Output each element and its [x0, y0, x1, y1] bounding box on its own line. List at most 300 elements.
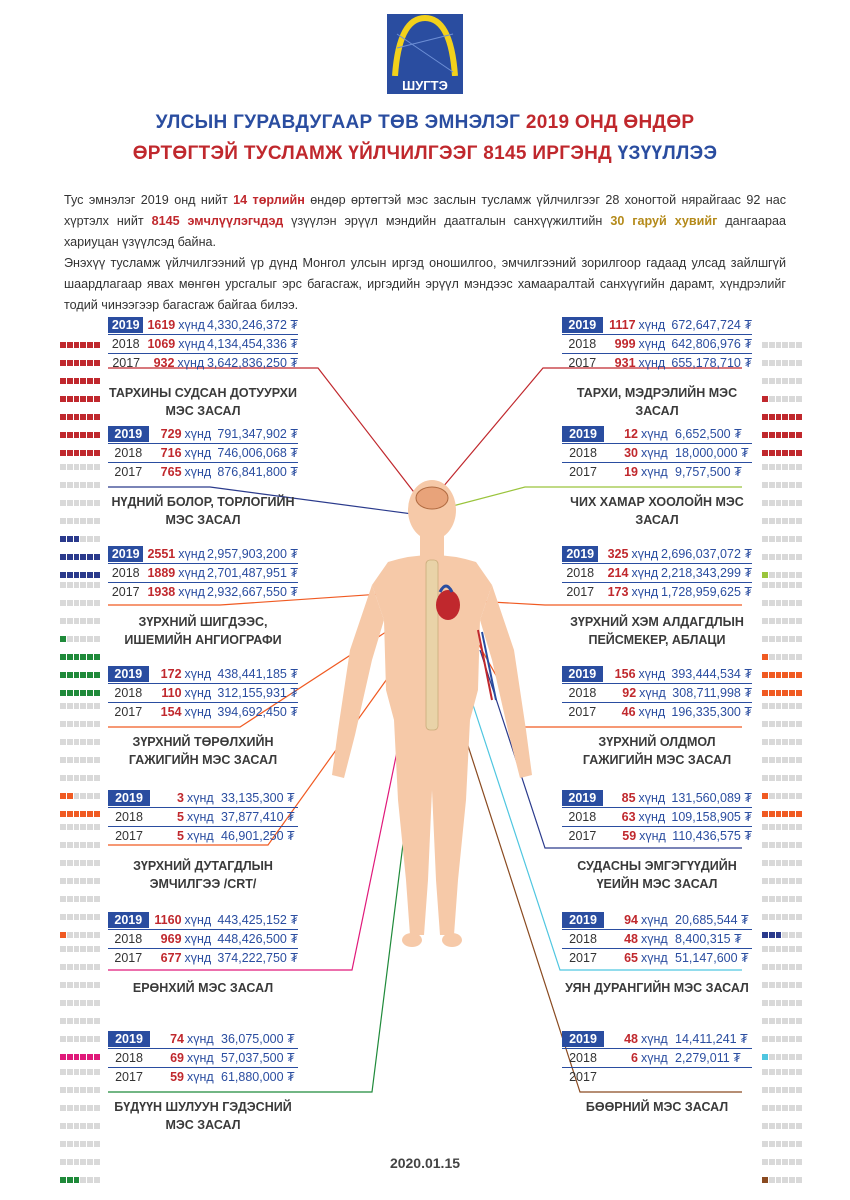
stat-year: 2018 [115, 1051, 143, 1065]
waffle-cell [789, 618, 795, 624]
procedure-label: ЗҮРХНИЙ ДУТАГДЛЫН ЭМЧИЛГЭЭ /CRT/ [133, 859, 273, 891]
waffle-cell [80, 450, 86, 456]
waffle-cell [782, 964, 788, 970]
waffle-cell [94, 793, 100, 799]
waffle-cell [87, 932, 93, 938]
waffle-cell [776, 396, 782, 402]
waffle-cell [769, 600, 775, 606]
procedure-label: БӨӨРНИЙ МЭС ЗАСАЛ [585, 1100, 729, 1114]
stat-year: 2019 [108, 790, 150, 806]
stat-row [108, 425, 298, 444]
stat-unit: хүнд [178, 547, 205, 561]
waffle-cell [94, 1105, 100, 1111]
waffle-cell [762, 618, 768, 624]
waffle-cell [80, 482, 86, 488]
waffle-cell [782, 1036, 788, 1042]
waffle-cell [94, 896, 100, 902]
waffle-cell [67, 1000, 73, 1006]
waffle-cell [762, 690, 768, 696]
procedure-card [108, 316, 298, 420]
procedure-card [108, 1030, 298, 1134]
stat-row [562, 316, 752, 335]
stat-row [108, 335, 298, 354]
waffle-cell [796, 1123, 802, 1129]
waffle-cell [769, 1069, 775, 1075]
waffle-cell [67, 1087, 73, 1093]
waffle-cell [80, 703, 86, 709]
stat-row [562, 564, 752, 583]
waffle-cell [776, 464, 782, 470]
waffle-cell [776, 1054, 782, 1060]
waffle-cell [769, 842, 775, 848]
waffle-cell [762, 600, 768, 606]
waffle-cell [762, 1123, 768, 1129]
stat-year: 2017 [568, 356, 597, 370]
procedure-label: ЕРӨНХИЙ МЭС ЗАСАЛ [132, 981, 274, 995]
stat-amount: 20,685,544 ₮ [675, 913, 749, 927]
waffle-cell [67, 482, 73, 488]
waffle-cell [776, 811, 782, 817]
stat-amount: 393,444,534 ₮ [671, 667, 752, 681]
waffle-cell [776, 554, 782, 560]
waffle-cell [67, 757, 73, 763]
waffle-cell [769, 342, 775, 348]
waffle-cell [769, 775, 775, 781]
waffle-cell [87, 860, 93, 866]
procedure-card [562, 665, 752, 769]
stat-year: 2018 [115, 810, 143, 824]
waffle-cell [74, 690, 80, 696]
waffle-cell [762, 757, 768, 763]
waffle-cell [74, 1087, 80, 1093]
waffle-cell [87, 1177, 93, 1183]
waffle-cell [80, 536, 86, 542]
waffle-cell [80, 964, 86, 970]
stat-amount: 110,436,575 ₮ [672, 829, 752, 843]
waffle-cell [67, 450, 73, 456]
procedure-label: НҮДНИЙ БОЛОР, ТОРЛОГИЙН МЭС ЗАСАЛ [111, 495, 295, 527]
stat-row [562, 335, 752, 354]
waffle-cell [60, 842, 66, 848]
waffle-cell [60, 360, 66, 366]
stat-count: 94 [624, 913, 638, 927]
waffle-cell [789, 775, 795, 781]
stat-year: 2018 [568, 810, 597, 824]
waffle-cell [80, 518, 86, 524]
stat-unit: хүнд [184, 446, 212, 460]
stat-unit: хүнд [638, 337, 666, 351]
waffle-cell [80, 1123, 86, 1129]
waffle-cell [776, 600, 782, 606]
waffle-cell [789, 1087, 795, 1093]
procedure-card [108, 665, 298, 769]
stat-amount: 9,757,500 ₮ [675, 465, 742, 479]
procedure-card [562, 545, 752, 649]
waffle-cell [94, 1087, 100, 1093]
stat-year: 2019 [562, 317, 603, 333]
stat-amount: 109,158,905 ₮ [671, 810, 752, 824]
stat-year: 2017 [569, 465, 597, 479]
waffle-cell [60, 1141, 66, 1147]
waffle-cell [94, 672, 100, 678]
waffle-cell [74, 582, 80, 588]
waffle-cell [67, 1069, 73, 1075]
waffle-cell [67, 964, 73, 970]
stat-year: 2017 [115, 1070, 143, 1084]
stat-amount: 394,692,450 ₮ [217, 705, 298, 719]
waffle-cell [796, 739, 802, 745]
stat-amount: 2,696,037,072 ₮ [660, 547, 753, 561]
waffle-cell [776, 1141, 782, 1147]
waffle-cell [87, 1105, 93, 1111]
waffle-cell [789, 464, 795, 470]
stat-year: 2018 [111, 337, 140, 351]
waffle-cell [776, 1177, 782, 1183]
waffle-cell [67, 464, 73, 470]
waffle-cell [87, 536, 93, 542]
procedure-label: ЗҮРХНИЙ ХЭМ АЛДАГДЛЫН ПЕЙСМЕКЕР, АБЛАЦИ [570, 615, 744, 647]
waffle-cell [80, 618, 86, 624]
stat-row [108, 444, 298, 463]
waffle-cell [67, 396, 73, 402]
stat-unit: хүнд [178, 566, 205, 580]
waffle-cell [67, 739, 73, 745]
waffle-cell [782, 690, 788, 696]
waffle-cell [80, 775, 86, 781]
waffle-cell [74, 824, 80, 830]
waffle-cell [94, 775, 100, 781]
waffle-cell [762, 793, 768, 799]
waffle-cell [762, 1018, 768, 1024]
waffle-cell [776, 1159, 782, 1165]
waffle-cell [94, 482, 100, 488]
waffle-cell [87, 739, 93, 745]
waffle-cell [776, 721, 782, 727]
waffle-cell [762, 432, 768, 438]
waffle-cell [67, 1123, 73, 1129]
waffle-cell [769, 896, 775, 902]
stat-unit: хүнд [187, 791, 214, 805]
waffle-cell [762, 964, 768, 970]
waffle-cell [762, 672, 768, 678]
stat-amount: 3,642,836,250 ₮ [206, 356, 299, 370]
waffle-cell [60, 878, 66, 884]
waffle-cell [94, 432, 100, 438]
stat-amount: 33,135,300 ₮ [221, 791, 295, 805]
stat-amount: 2,932,667,550 ₮ [206, 585, 298, 599]
brain-icon [416, 487, 448, 509]
waffle-cell [776, 360, 782, 366]
waffle-cell [789, 1105, 795, 1111]
waffle-cell [769, 690, 775, 696]
waffle-cell [782, 464, 788, 470]
stat-amount: 672,647,724 ₮ [671, 318, 752, 332]
waffle-cell [87, 914, 93, 920]
procedure-label: ТАРХИНЫ СУДСАН ДОТУУРХИ МЭС ЗАСАЛ [109, 386, 297, 418]
waffle-cell [60, 1054, 66, 1060]
waffle-cell [769, 932, 775, 938]
waffle-cell [60, 1000, 66, 1006]
waffle-cell [776, 414, 782, 420]
waffle-cell [769, 703, 775, 709]
waffle-cell [87, 964, 93, 970]
stat-row [562, 665, 752, 684]
waffle-cell [782, 1123, 788, 1129]
stat-amount: 57,037,500 ₮ [221, 1051, 295, 1065]
waffle-cell [789, 1141, 795, 1147]
waffle-cell [769, 1141, 775, 1147]
stat-unit: хүнд [187, 1032, 214, 1046]
procedure-card [562, 911, 752, 997]
waffle-cell [94, 842, 100, 848]
waffle-cell [87, 600, 93, 606]
waffle-cell [80, 554, 86, 560]
waffle-cell [776, 482, 782, 488]
stat-count: 63 [621, 810, 636, 824]
waffle-cell [74, 518, 80, 524]
waffle-cell [80, 721, 86, 727]
waffle-cell [769, 414, 775, 420]
stat-row [562, 1049, 752, 1068]
waffle-cell [776, 582, 782, 588]
waffle-cell [74, 721, 80, 727]
waffle-cell [80, 896, 86, 902]
waffle-cell [87, 482, 93, 488]
waffle-cell [776, 342, 782, 348]
waffle-cell [762, 582, 768, 588]
waffle-cell [60, 482, 66, 488]
waffle-cell [789, 842, 795, 848]
waffle-cell [67, 636, 73, 642]
waffle-cell [74, 896, 80, 902]
waffle-cell [87, 824, 93, 830]
waffle-cell [789, 964, 795, 970]
waffle-cell [762, 811, 768, 817]
waffle-cell [94, 554, 100, 560]
waffle-cell [789, 396, 795, 402]
waffle-cell [769, 500, 775, 506]
waffle-cell [782, 600, 788, 606]
waffle-cell [762, 721, 768, 727]
stat-unit: хүнд [184, 427, 212, 441]
waffle-cell [789, 982, 795, 988]
stat-row [562, 789, 752, 808]
waffle-cell [789, 342, 795, 348]
waffle-cell [782, 775, 788, 781]
stat-count: 46 [621, 705, 636, 719]
waffle-cell [789, 1069, 795, 1075]
stat-count: 48 [624, 1032, 638, 1046]
stat-unit: хүнд [638, 356, 666, 370]
stat-unit: хүнд [641, 446, 668, 460]
waffle-cell [769, 1036, 775, 1042]
procedure-card [562, 425, 752, 529]
spine-icon [426, 560, 438, 730]
waffle-cell [80, 878, 86, 884]
waffle-cell [67, 618, 73, 624]
waffle-cell [94, 1069, 100, 1075]
stat-amount: 6,652,500 ₮ [675, 427, 742, 441]
waffle-cell [776, 914, 782, 920]
waffle-cell [87, 793, 93, 799]
stat-year: 2018 [566, 566, 595, 580]
waffle-cell [796, 536, 802, 542]
waffle-cell [60, 946, 66, 952]
waffle-cell [87, 757, 93, 763]
waffle-cell [789, 1018, 795, 1024]
stat-row [562, 463, 752, 481]
waffle-cell [789, 672, 795, 678]
waffle-cell [769, 1000, 775, 1006]
stat-year: 2017 [114, 465, 143, 479]
waffle-cell [782, 1054, 788, 1060]
waffle-cell [67, 703, 73, 709]
stat-row [108, 930, 298, 949]
stat-year: 2017 [112, 356, 141, 370]
stat-row [562, 808, 752, 827]
stat-amount: 876,841,800 ₮ [217, 465, 298, 479]
waffle-cell [74, 450, 80, 456]
waffle-cell [94, 964, 100, 970]
waffle-cell [789, 793, 795, 799]
stat-row [562, 1030, 752, 1049]
waffle-cell [74, 636, 80, 642]
waffle-cell [74, 360, 80, 366]
waffle-cell [762, 914, 768, 920]
waffle-cell [80, 914, 86, 920]
waffle-cell [87, 450, 93, 456]
waffle-cell [782, 654, 788, 660]
stat-year: 2017 [566, 585, 595, 599]
waffle-cell [782, 342, 788, 348]
waffle-cell [796, 414, 802, 420]
stat-count: 999 [614, 337, 636, 351]
waffle-cell [769, 636, 775, 642]
waffle-cell [74, 775, 80, 781]
waffle-chart [762, 697, 803, 823]
title-part: ӨРТӨГТЭЙ ТУСЛАМЖ ҮЙЛЧИЛГЭЭГ 8145 ИРГЭНД [132, 143, 612, 164]
waffle-cell [94, 1177, 100, 1183]
waffle-cell [94, 414, 100, 420]
waffle-cell [789, 946, 795, 952]
waffle-cell [94, 1018, 100, 1024]
waffle-cell [776, 878, 782, 884]
waffle-cell [80, 432, 86, 438]
waffle-cell [80, 1036, 86, 1042]
waffle-cell [60, 964, 66, 970]
waffle-cell [74, 1159, 80, 1165]
waffle-cell [782, 793, 788, 799]
waffle-cell [782, 946, 788, 952]
waffle-cell [74, 482, 80, 488]
waffle-cell [762, 1000, 768, 1006]
waffle-cell [80, 1177, 86, 1183]
procedure-label: ЗҮРХНИЙ ОЛДМОЛ ГАЖИГИЙН МЭС ЗАСАЛ [582, 735, 732, 767]
procedure-card [108, 789, 298, 893]
waffle-cell [796, 1018, 802, 1024]
stat-unit: хүнд [641, 913, 668, 927]
waffle-chart [60, 940, 101, 1066]
stat-unit: хүнд [184, 951, 212, 965]
waffle-cell [796, 600, 802, 606]
procedure-label: ЗҮРХНИЙ ШИГДЭЭС, ИШЕМИЙН АНГИОГРАФИ [124, 615, 282, 647]
waffle-cell [769, 1159, 775, 1165]
waffle-cell [80, 464, 86, 470]
waffle-cell [789, 1177, 795, 1183]
waffle-cell [74, 1105, 80, 1111]
waffle-cell [789, 414, 795, 420]
waffle-cell [796, 636, 802, 642]
stat-amount: 2,701,487,951 ₮ [206, 566, 298, 580]
waffle-cell [782, 1141, 788, 1147]
waffle-cell [80, 932, 86, 938]
waffle-cell [782, 1087, 788, 1093]
waffle-cell [94, 860, 100, 866]
waffle-cell [94, 932, 100, 938]
waffle-cell [94, 618, 100, 624]
waffle-cell [67, 1177, 73, 1183]
waffle-cell [796, 775, 802, 781]
procedure-card [562, 1030, 752, 1116]
waffle-cell [796, 1054, 802, 1060]
procedure-label: УЯН ДУРАНГИЙН МЭС ЗАСАЛ [565, 981, 749, 995]
waffle-cell [87, 582, 93, 588]
waffle-cell [60, 432, 66, 438]
stat-unit: хүнд [178, 585, 205, 599]
stat-amount: 312,155,931 ₮ [217, 686, 298, 700]
waffle-cell [67, 342, 73, 348]
waffle-cell [94, 378, 100, 384]
waffle-cell [60, 672, 66, 678]
waffle-cell [789, 896, 795, 902]
stat-year: 2019 [108, 912, 149, 928]
waffle-chart [762, 818, 803, 944]
waffle-cell [762, 378, 768, 384]
procedure-label: СУДАСНЫ ЭМГЭГҮҮДИЙН ҮЕИЙН МЭС ЗАСАЛ [577, 859, 737, 891]
waffle-cell [796, 811, 802, 817]
waffle-cell [94, 1159, 100, 1165]
stat-row [108, 316, 298, 335]
waffle-cell [87, 703, 93, 709]
waffle-cell [796, 500, 802, 506]
waffle-cell [87, 1069, 93, 1075]
waffle-cell [60, 1105, 66, 1111]
waffle-cell [796, 450, 802, 456]
waffle-cell [776, 824, 782, 830]
waffle-cell [94, 982, 100, 988]
waffle-cell [60, 1069, 66, 1075]
stat-year: 2019 [108, 1031, 150, 1047]
waffle-cell [74, 536, 80, 542]
waffle-cell [769, 757, 775, 763]
waffle-cell [782, 396, 788, 402]
waffle-cell [67, 721, 73, 727]
waffle-cell [762, 842, 768, 848]
waffle-cell [789, 1159, 795, 1165]
waffle-cell [87, 618, 93, 624]
stat-count: 65 [624, 951, 638, 965]
waffle-cell [87, 396, 93, 402]
waffle-cell [789, 811, 795, 817]
waffle-cell [74, 500, 80, 506]
waffle-cell [762, 536, 768, 542]
waffle-cell [776, 1000, 782, 1006]
stat-amount: 61,880,000 ₮ [221, 1070, 295, 1084]
waffle-cell [67, 775, 73, 781]
waffle-cell [789, 450, 795, 456]
waffle-cell [782, 582, 788, 588]
waffle-cell [67, 1159, 73, 1165]
